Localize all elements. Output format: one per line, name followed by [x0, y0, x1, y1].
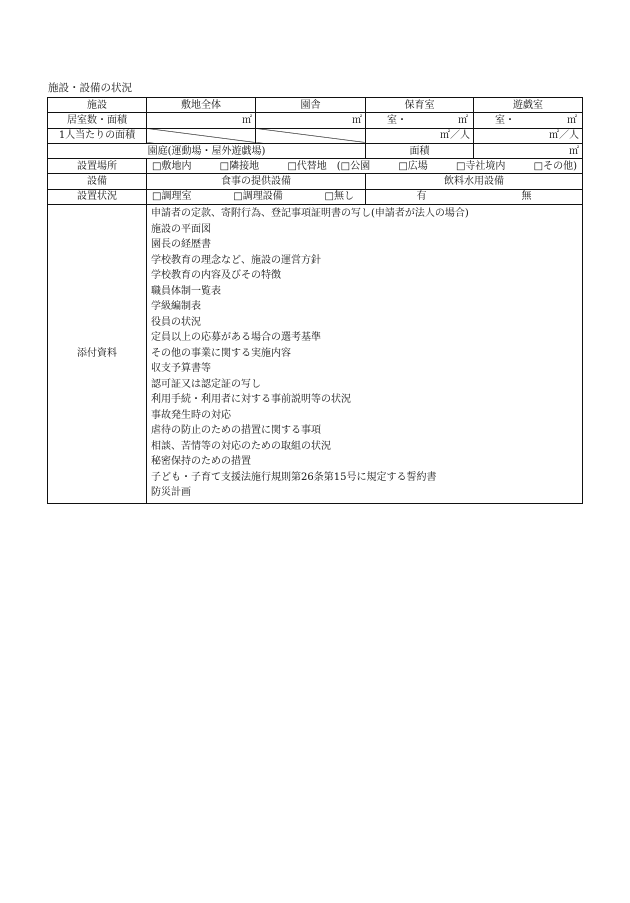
- attachment-item: 事故発生時の対応: [151, 409, 231, 421]
- attachment-item: 学級編制表: [151, 301, 201, 313]
- water-option-yes[interactable]: 有: [416, 191, 427, 203]
- attachment-item: 秘密保持のための措置: [151, 456, 251, 468]
- meal-status-options: [147, 189, 366, 204]
- attachment-item: 子ども・子育て支援法施行規則第26条第15号に規定する誓約書: [151, 471, 437, 483]
- location-option-other[interactable]: □その他): [533, 160, 577, 172]
- building-area-unit: ㎡: [352, 114, 362, 126]
- water-option-no[interactable]: 無: [521, 191, 532, 203]
- meal-option-cooking-equipment[interactable]: □調理設備: [233, 191, 283, 203]
- attachment-item: 利用手続・利用者に対する事前説明等の状況: [151, 394, 351, 406]
- play-room-field[interactable]: [474, 113, 583, 128]
- play-room-count-unit: 室・: [495, 114, 515, 126]
- yard-label: 園庭(運動場・屋外遊戯場): [48, 143, 366, 158]
- location-row: [48, 159, 583, 174]
- location-option-square[interactable]: □広場: [398, 160, 428, 172]
- location-option-adjacent[interactable]: □隣接地: [219, 160, 260, 172]
- attachment-item: 学校教育の内容及びその特徴: [151, 270, 281, 282]
- attachment-item: 収支予算書等: [151, 363, 211, 375]
- attachment-item: 施設の平面図: [151, 223, 211, 235]
- facility-label: 施設: [48, 98, 147, 113]
- attachment-item: 虐待の防止のための措置に関する事項: [151, 425, 321, 437]
- attachment-item: 定員以上の応募がある場合の選考基準: [151, 332, 321, 344]
- building-per-person-na: [256, 128, 366, 143]
- status-label: 設置状況: [48, 189, 147, 204]
- attachment-item: 相談、苦情等の対応のための取組の状況: [151, 440, 331, 452]
- play-room-header: 遊戯室: [474, 98, 583, 113]
- attachment-item: 防災計画: [151, 487, 191, 499]
- rooms-area-label: 居室数・面積: [48, 113, 147, 128]
- nursery-per-person-unit: ㎡／人: [440, 130, 470, 142]
- meal-equipment-header: 食事の提供設備: [147, 174, 366, 189]
- yard-area-unit: ㎡: [569, 145, 579, 157]
- attachment-item: 役員の状況: [151, 316, 201, 328]
- attachments-label: 添付資料: [48, 205, 147, 504]
- yard-row: [48, 143, 583, 158]
- water-equipment-header: 飲料水用設備: [366, 174, 583, 189]
- per-person-row: [48, 128, 583, 143]
- site-area-unit: ㎡: [242, 114, 252, 126]
- location-options: [147, 159, 583, 174]
- attachments-list: [147, 205, 583, 504]
- equipment-label: 設備: [48, 174, 147, 189]
- per-person-label: 1人当たりの面積: [48, 128, 147, 143]
- play-per-person-field[interactable]: [474, 128, 583, 143]
- nursery-room-area-unit: ㎡: [458, 114, 468, 126]
- building-header: 園舎: [256, 98, 366, 113]
- attachment-item: その他の事業に関する実施内容: [151, 347, 291, 359]
- attachment-item: 園長の経歴書: [151, 239, 211, 251]
- nursery-room-count-unit: 室・: [387, 114, 407, 126]
- location-label: 設置場所: [48, 159, 147, 174]
- play-room-area-unit: ㎡: [567, 114, 577, 126]
- equipment-row: [48, 174, 583, 189]
- location-option-alternative-park[interactable]: □代替地 (□公園: [287, 160, 371, 172]
- facility-table: [47, 97, 583, 504]
- yard-area-label: 面積: [366, 143, 474, 158]
- nursery-room-field[interactable]: [366, 113, 474, 128]
- site-header: 敷地全体: [147, 98, 256, 113]
- water-status-options: [366, 189, 583, 204]
- play-per-person-unit: ㎡／人: [549, 130, 579, 142]
- site-area-field[interactable]: [147, 113, 256, 128]
- status-row: [48, 189, 583, 204]
- nursery-room-header: 保育室: [366, 98, 474, 113]
- meal-option-none[interactable]: □無し: [324, 191, 354, 203]
- attachments-row: [48, 205, 583, 504]
- section-title: 施設・設備の状況: [48, 82, 132, 94]
- attachment-item: 認可証又は認定証の写し: [151, 378, 261, 390]
- attachment-item: 申請者の定款、寄附行為、登記事項証明書の写し(申請者が法人の場合): [151, 208, 469, 220]
- attachment-item: 職員体制一覧表: [151, 285, 221, 297]
- header-row: [48, 98, 583, 113]
- site-per-person-na: [147, 128, 256, 143]
- rooms-area-row: [48, 113, 583, 128]
- attachment-item: 学校教育の理念など、施設の運営方針: [151, 254, 321, 266]
- building-area-field[interactable]: [256, 113, 366, 128]
- nursery-per-person-field[interactable]: [366, 128, 474, 143]
- location-option-on-site[interactable]: □敷地内: [152, 160, 192, 172]
- location-option-shrine[interactable]: □寺社境内: [455, 160, 506, 172]
- yard-area-field[interactable]: [474, 143, 583, 158]
- meal-option-kitchen[interactable]: □調理室: [152, 191, 192, 203]
